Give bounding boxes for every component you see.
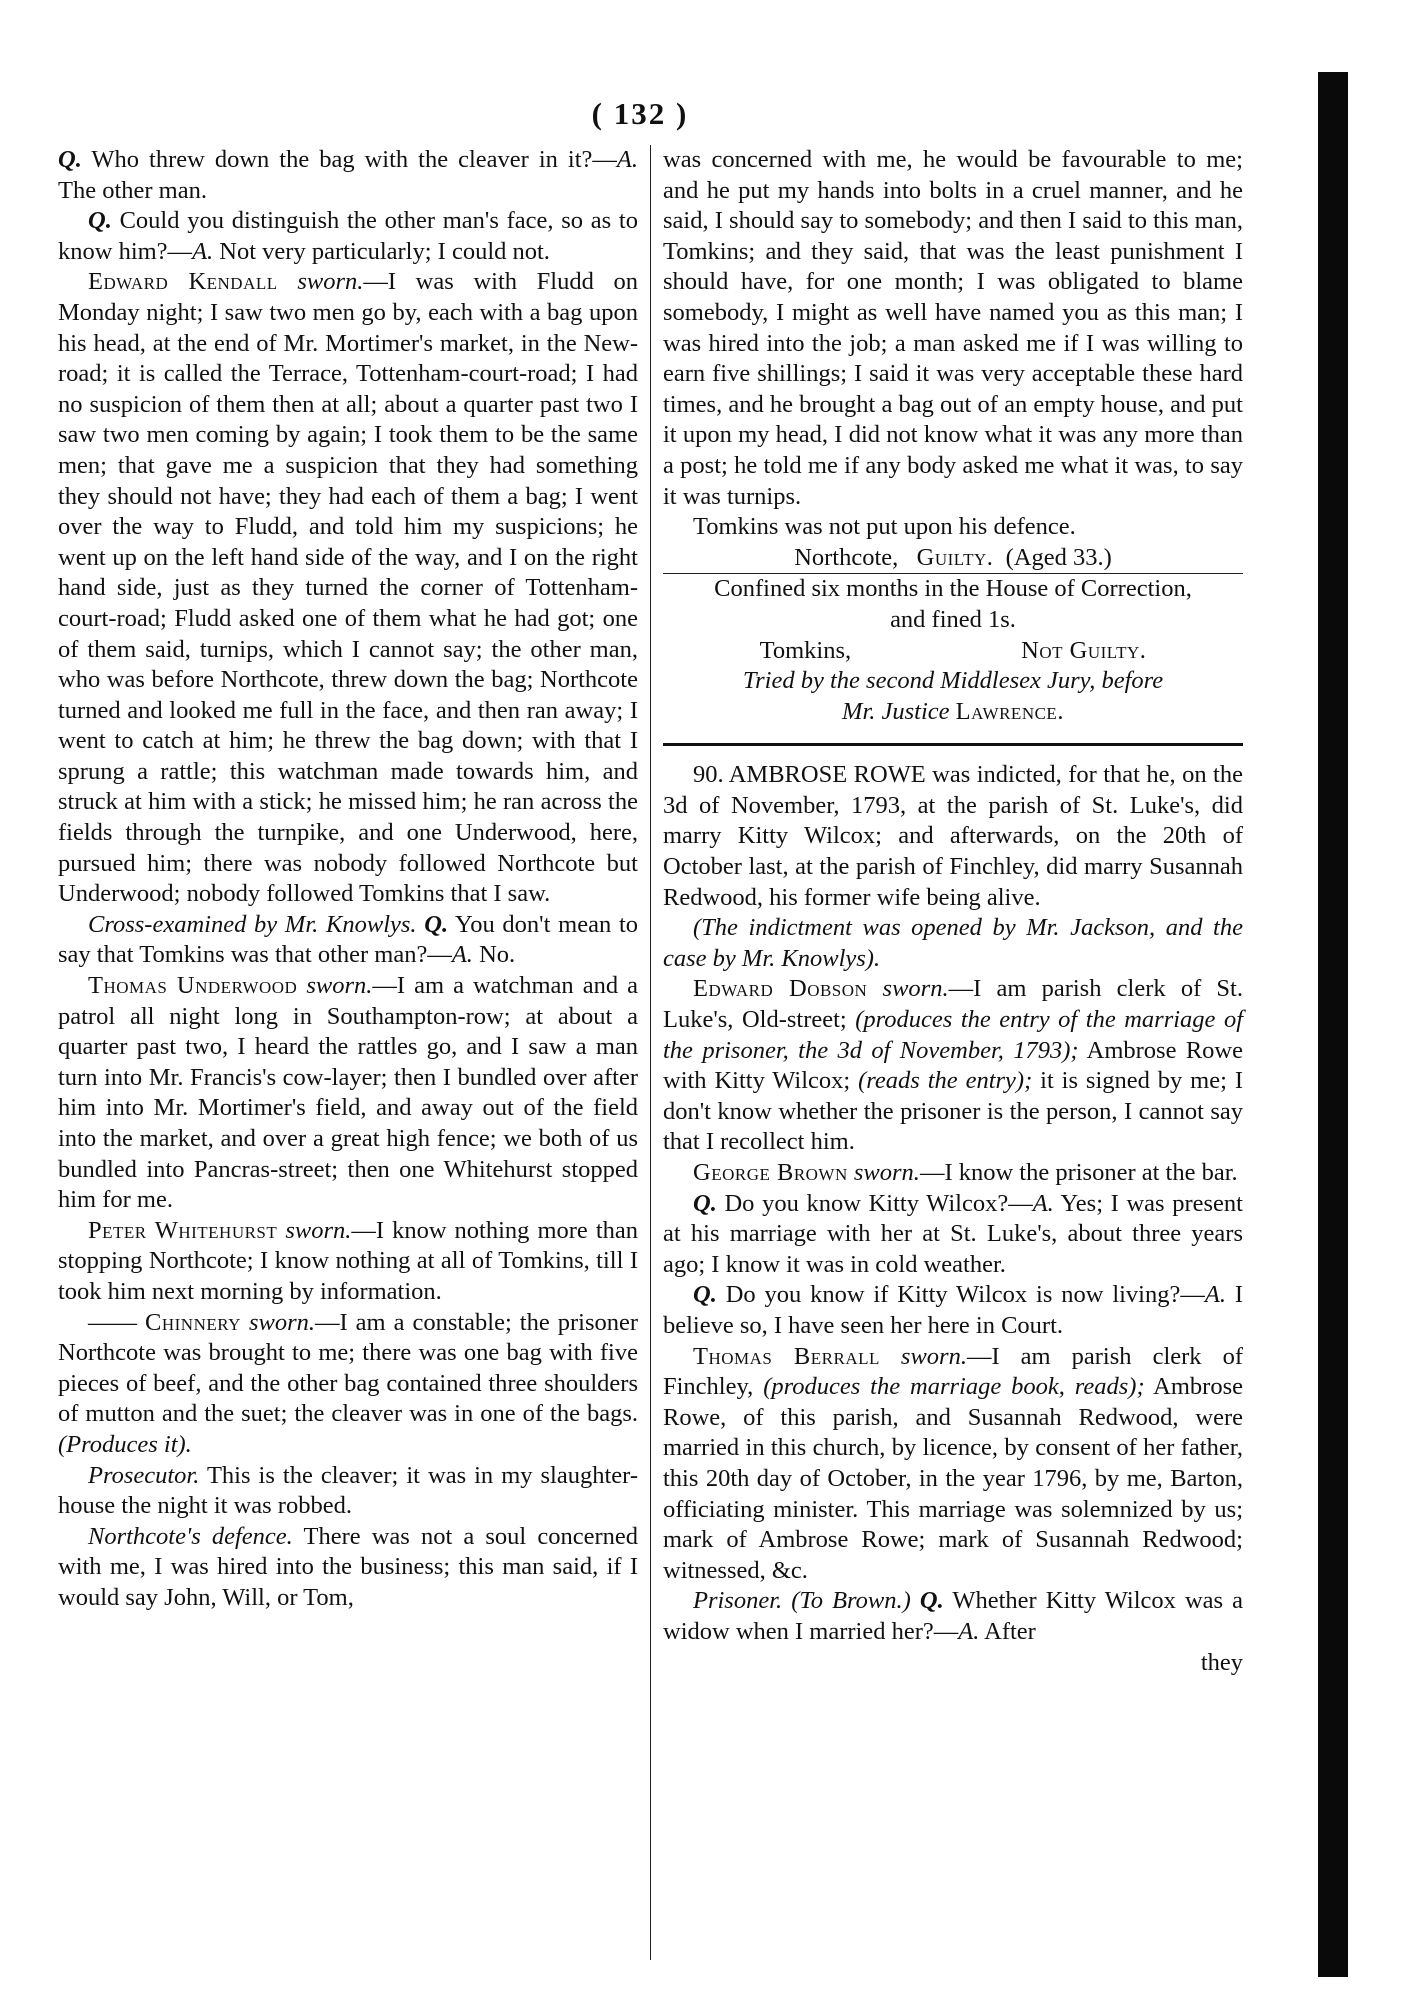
paragraph: Prosecutor. This is the cleaver; it was in my slaughter-house the night it was robbed.: [58, 1461, 638, 1520]
case-heading: 90. AMBROSE ROWE was indicted, for that he, on the 3d of November, 1793, at the parish of St. Luke's, did marry Kitty Wilcox; and afterwards, on the 20th of October last, at the parish of Finchley, did marry Susannah Redwood, his former wife being alive.: [663, 761, 1243, 911]
judge-line: Mr. Justice Lawrence.: [842, 697, 1064, 725]
right-column: [663, 145, 1243, 1678]
witness-name: Peter Whitehurst: [88, 1216, 278, 1244]
section-divider: [663, 743, 1243, 746]
witness-name: George Brown: [693, 1159, 848, 1186]
defence-continuation: was concerned with me, he would be favourable to me; and he put my hands into bolts in a cruel manner, and he said, I should say to somebody; and then I said to this man, Tomkins; and they said, that was the least punishment I should have, for one month; I was obligated to blame somebody, I might as well have named you as this man; I was hired into the job; a man asked me if I was willing to earn five shillings; I said it was very acceptable these hard times, and he brought a bag out of an empty house, and put it upon my head, I did not know what it was any more than a post; he told me if any body asked me what it was, to say it was turnips.: [663, 146, 1243, 510]
witness-name: Edward Kendall: [88, 268, 278, 296]
column-divider: [650, 145, 651, 1960]
page-number: ( 132 ): [591, 96, 689, 131]
testimony-paragraph: Peter Whitehurst sworn.—I know nothing more than stopping Northcote; I know nothing at all of Tomkins, till I took him next morning by information.: [58, 1216, 638, 1305]
sentence-line: and fined 1s.: [890, 605, 1016, 633]
sentence-line: Confined six months in the House of Correction,: [663, 573, 1243, 605]
testimony-paragraph: Edward Dobson sworn.—I am parish clerk of St. Luke's, Old-street; (produces the entry of the marriage of the prisoner, the 3d of November, 1793); Ambrose Rowe with Kitty Wilcox; (reads the entry); it is signed by me; I don't know whether the prisoner is the person, I cannot say that I recollect him.: [663, 975, 1243, 1156]
paragraph: Cross-examined by Mr. Knowlys. Q. You don't mean to say that Tomkins was that other man?—A. No.: [58, 910, 639, 969]
testimony-paragraph: Thomas Berrall sworn.—I am parish clerk of Finchley, (produces the marriage book, reads); Ambrose Rowe, of this parish, and Susannah Redwood, were married in this church, by licence, by consent of her father, this 20th day of October, in the year 1796, by me, Barton, officiating minister. This marriage was solemnized by us; mark of Ambrose Rowe; mark of Susannah Redwood; witnessed, &c.: [663, 1342, 1243, 1584]
paragraph: Q. Do you know if Kitty Wilcox is now living?—A. I believe so, I have seen her here in Court.: [663, 1281, 1243, 1339]
testimony-paragraph: Edward Kendall sworn.—I was with Fludd on Monday night; I saw two men go by, each with a bag upon his head, at the end of Mr. Mortimer's market, in the New-road; it is called the Terrace, Tottenham-court-road; I had no suspicion of them then at all; about a quarter past two I saw two men coming by again; I took them to be the same men; that gave me a suspicion that they had something they should not have; they had each of them a bag; I went over the way to Fludd, and told him my suspicions; he went up on the left hand side of the way, and I on the right hand side, just as they turned the corner of Tottenham-court-road; Fludd asked one of them what he had got; one of them said, turnips, which I cannot say; the other man, who was before Northcote, threw down the bag; Northcote turned and looked me full in the face, and then ran away; I went to catch at him; he threw the bag down; with that I sprung a rattle; this watchman made towards him, and struck at him with a stick; he missed him; he ran across the fields through the turnpike, and one Underwood, here, pursued him; there was nobody followed Northcote but Underwood; nobody followed Tomkins that I saw.: [58, 268, 639, 908]
paragraph: (The indictment was opened by Mr. Jackson, and the case by Mr. Knowlys).: [663, 914, 1243, 972]
witness-name: Thomas Berrall: [693, 1342, 880, 1370]
catchword: they: [1200, 1648, 1243, 1676]
paragraph: Prisoner. (To Brown.) Q. Whether Kitty Wilcox was a widow when I married her?—A. After: [663, 1587, 1243, 1645]
paragraph: Northcote's defence. There was not a soul concerned with me, I was hired into the business; this man said, if I would say John, Will, or Tom,: [58, 1522, 638, 1611]
paragraph: Q. Who threw down the bag with the cleaver in it?—A. The other man.: [58, 146, 638, 204]
jury-line: Tried by the second Middlesex Jury, before: [742, 667, 1164, 695]
verdict-line: Tomkins, Not Guilty.: [759, 636, 1147, 664]
verdict-line: Northcote, Guilty. (Aged 33.): [794, 543, 1112, 571]
testimony-paragraph: George Brown sworn.—I know the prisoner at the bar.: [693, 1159, 1238, 1186]
paragraph: Tomkins was not put upon his defence.: [693, 513, 1076, 541]
testimony-paragraph: —— Chinnery sworn.—I am a constable; the prisoner Northcote was brought to me; there was one bag with five pieces of beef, and the other bag contained three shoulders of mutton and the suet; the cleaver was in one of the bags. (Produces it).: [58, 1308, 639, 1458]
paragraph: Q. Do you know Kitty Wilcox?—A. Yes; I was present at his marriage with her at St. Luke's, about three years ago; I know it was in cold weather.: [663, 1189, 1243, 1278]
defendant-name: AMBROSE ROWE: [728, 761, 926, 789]
witness-name: Edward Dobson: [693, 975, 868, 1003]
testimony-paragraph: Thomas Underwood sworn.—I am a watchman and a patrol all night long in Southampton-row; at about a quarter past two, I heard the rattles go, and I saw a man turn into Mr. Francis's cow-layer; then I bundled over after him into Mr. Mortimer's field, and away out of the field into the market, and over a great high fence; we both of us bundled into Pancras-street; then one Whitehurst stopped him for me.: [58, 972, 638, 1214]
scan-edge-shadow: [1318, 72, 1348, 1977]
witness-name: Chinnery: [145, 1308, 241, 1336]
witness-name: Thomas Underwood: [88, 972, 298, 1000]
paragraph: Q. Could you distinguish the other man's face, so as to know him?—A. Not very particularly; I could not.: [58, 207, 638, 265]
left-column: [58, 145, 638, 1614]
